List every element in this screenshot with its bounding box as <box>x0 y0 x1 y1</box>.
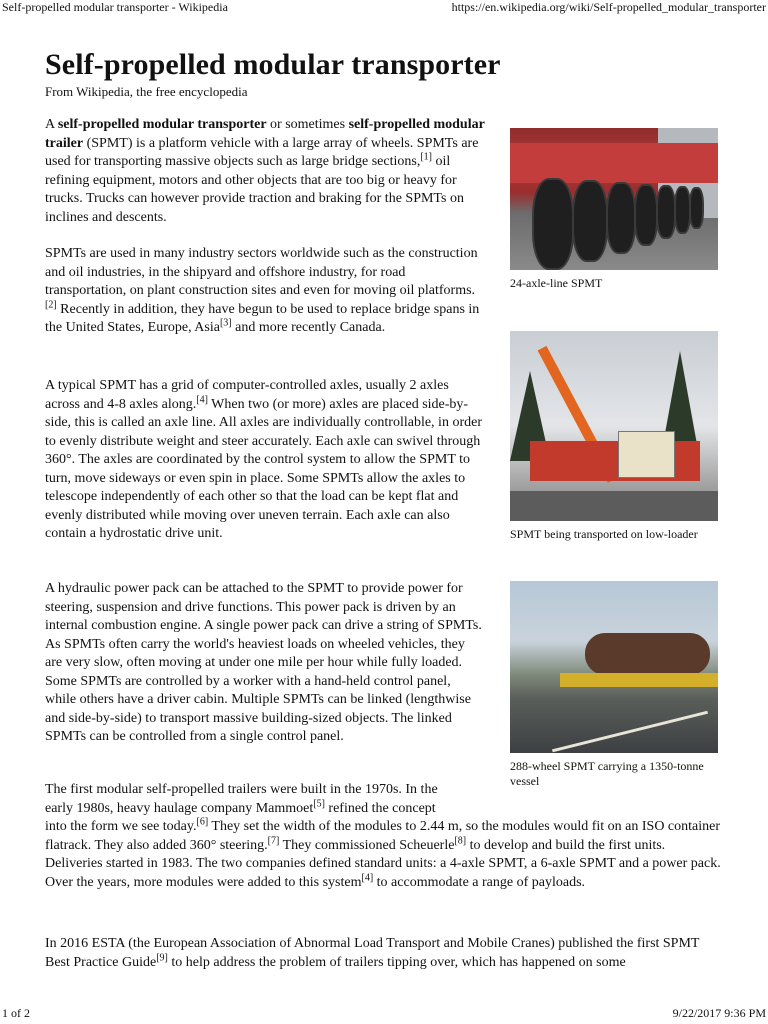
citation-link[interactable]: [1] <box>420 151 432 163</box>
figure-caption: 288-wheel SPMT carrying a 1350-tonne vessel <box>510 759 704 788</box>
citation-link[interactable]: [6] <box>196 816 209 828</box>
citation-link[interactable]: [9] <box>156 951 168 963</box>
text: The first modular self-propelled trailers were built in the 1970s. In the <box>45 782 438 797</box>
figure-low-loader <box>510 331 718 542</box>
text: or sometimes <box>266 117 349 132</box>
article-title: Self-propelled modular transporter <box>45 48 501 81</box>
figure-spmt-axles <box>510 128 718 291</box>
figure-caption: SPMT being transported on low-loader <box>510 527 698 541</box>
text: A typical SPMT has a grid of computer-controlled axles, usually 2 axles across and 4-8 axles along. <box>45 378 449 412</box>
text: to develop and build the first units. Deliveries started in 1983. The two companies defined standard units: a 4-axle SPMT, a 6-axle SPMT and a power pack. Over the years, more modules were added to this system <box>45 837 721 890</box>
print-timestamp: 9/22/2017 9:36 PM <box>672 1006 766 1020</box>
wheel <box>634 184 658 246</box>
vessel-transport-image[interactable] <box>510 581 718 753</box>
text: and more recently Canada. <box>231 320 386 335</box>
citation-link[interactable]: [4] <box>361 871 374 883</box>
citation-link[interactable]: [8] <box>454 834 467 846</box>
citation-link[interactable]: [2] <box>45 298 57 310</box>
paragraph-intro <box>45 116 485 227</box>
paragraph-esta <box>45 935 725 972</box>
text: (SPMT) is a platform vehicle with a large array of wheels. SPMTs are used for transporting massive objects such as large bridge sections, <box>45 135 479 169</box>
text: into the form we see today. <box>45 819 197 834</box>
text: to accommodate a range of payloads. <box>373 874 586 890</box>
text: early 1980s, heavy haulage company Mammoet <box>45 800 314 816</box>
road-marking <box>552 711 708 753</box>
paragraph-usage <box>45 245 485 338</box>
text: They commissioned Scheuerle <box>279 837 455 853</box>
text: to help address the problem of trailers tipping over, which has happened on some <box>167 954 626 970</box>
text: refined the concept <box>324 800 436 816</box>
article-subtitle: From Wikipedia, the free encyclopedia <box>45 84 248 99</box>
truck-cab <box>618 431 675 478</box>
low-loader-image[interactable] <box>510 331 718 521</box>
road <box>510 491 718 521</box>
paragraph-axles <box>45 377 485 544</box>
citation-link[interactable]: [3] <box>219 317 232 329</box>
bold-term: self-propelled modular trailer <box>45 117 485 151</box>
page-title-header: Self-propelled modular transporter - Wikipedia <box>2 0 228 14</box>
figure-caption: 24-axle-line SPMT <box>510 276 603 290</box>
vessel <box>585 633 710 675</box>
citation-link[interactable]: [7] <box>267 834 280 846</box>
citation-link[interactable]: [5] <box>313 797 325 809</box>
page-count: 1 of 2 <box>2 1006 30 1020</box>
wheel <box>656 185 676 239</box>
print-footer <box>0 1006 768 1024</box>
spmt-axles-image[interactable] <box>510 128 718 270</box>
text: In 2016 ESTA (the European Association of Abnormal Load Transport and Mobile Cranes) published the first SPMT Best Practice Guide <box>45 936 700 970</box>
wheel <box>606 182 636 254</box>
text: Recently in addition, they have begun to be used to replace bridge spans in the United States, Europe, Asia <box>45 301 480 335</box>
paragraph-history <box>45 781 725 892</box>
citation-link[interactable]: [4] <box>196 393 208 405</box>
text: A <box>45 117 58 132</box>
wheel <box>689 187 704 229</box>
bold-term: self-propelled modular transporter <box>57 117 267 132</box>
text: SPMTs are used in many industry sectors worldwide such as the construction and oil industries, in the shipyard and offshore industry, for road transportation, on plant construction sites and even for moving oil platforms. <box>45 246 478 298</box>
paragraph-power-pack: A hydraulic power pack can be attached to the SPMT to provide power for steering, suspension and drive functions. This power pack is driven by an internal combustion engine. A single power pack can drive a string of SPMTs. As SPMTs often carry the world's heaviest loads on wheeled vehicles, they are very slow, often moving at under one mile per hour while fully loaded. Some SPMTs are controlled by a worker with a hand-held control panel, while others have a driver cabin. Multiple SPMTs can be linked (lengthwise and side-by-side) to transport massive building-sized objects. The linked SPMTs can be controlled from a single control panel. <box>45 581 482 744</box>
print-header <box>0 0 768 16</box>
figure-vessel-transport <box>510 581 718 789</box>
spmt-trailer <box>560 673 718 687</box>
text: oil refining equipment, motors and other objects that are too big or heavy for trucks. Trucks can however provide traction and braking for the SPMTs on inclines and descents. <box>45 154 464 225</box>
wheel <box>532 178 574 270</box>
text: When two (or more) axles are placed side-by-side, this is called an axle line. All axles are individually controllable, in order to evenly distribute weight and steer accurately. Each axle can swivel through 360°. The axles are coordinated by the control system to allow the SPMT to turn, move sideways or even spin in place. Some SPMTs allow the axles to telescope independently of each other so that the load can be kept flat and evenly distributed while moving over uneven terrain. Each axle can also contain a hydrostatic drive unit. <box>45 396 482 541</box>
text: They set the width of the modules to 2.44 m, so the modules would fit on an ISO container flatrack. They also added 360° steering. <box>45 819 721 853</box>
platform-deck <box>510 143 718 183</box>
wheel <box>572 180 608 262</box>
page-url-header: https://en.wikipedia.org/wiki/Self-propelled_modular_transporter <box>451 0 766 14</box>
